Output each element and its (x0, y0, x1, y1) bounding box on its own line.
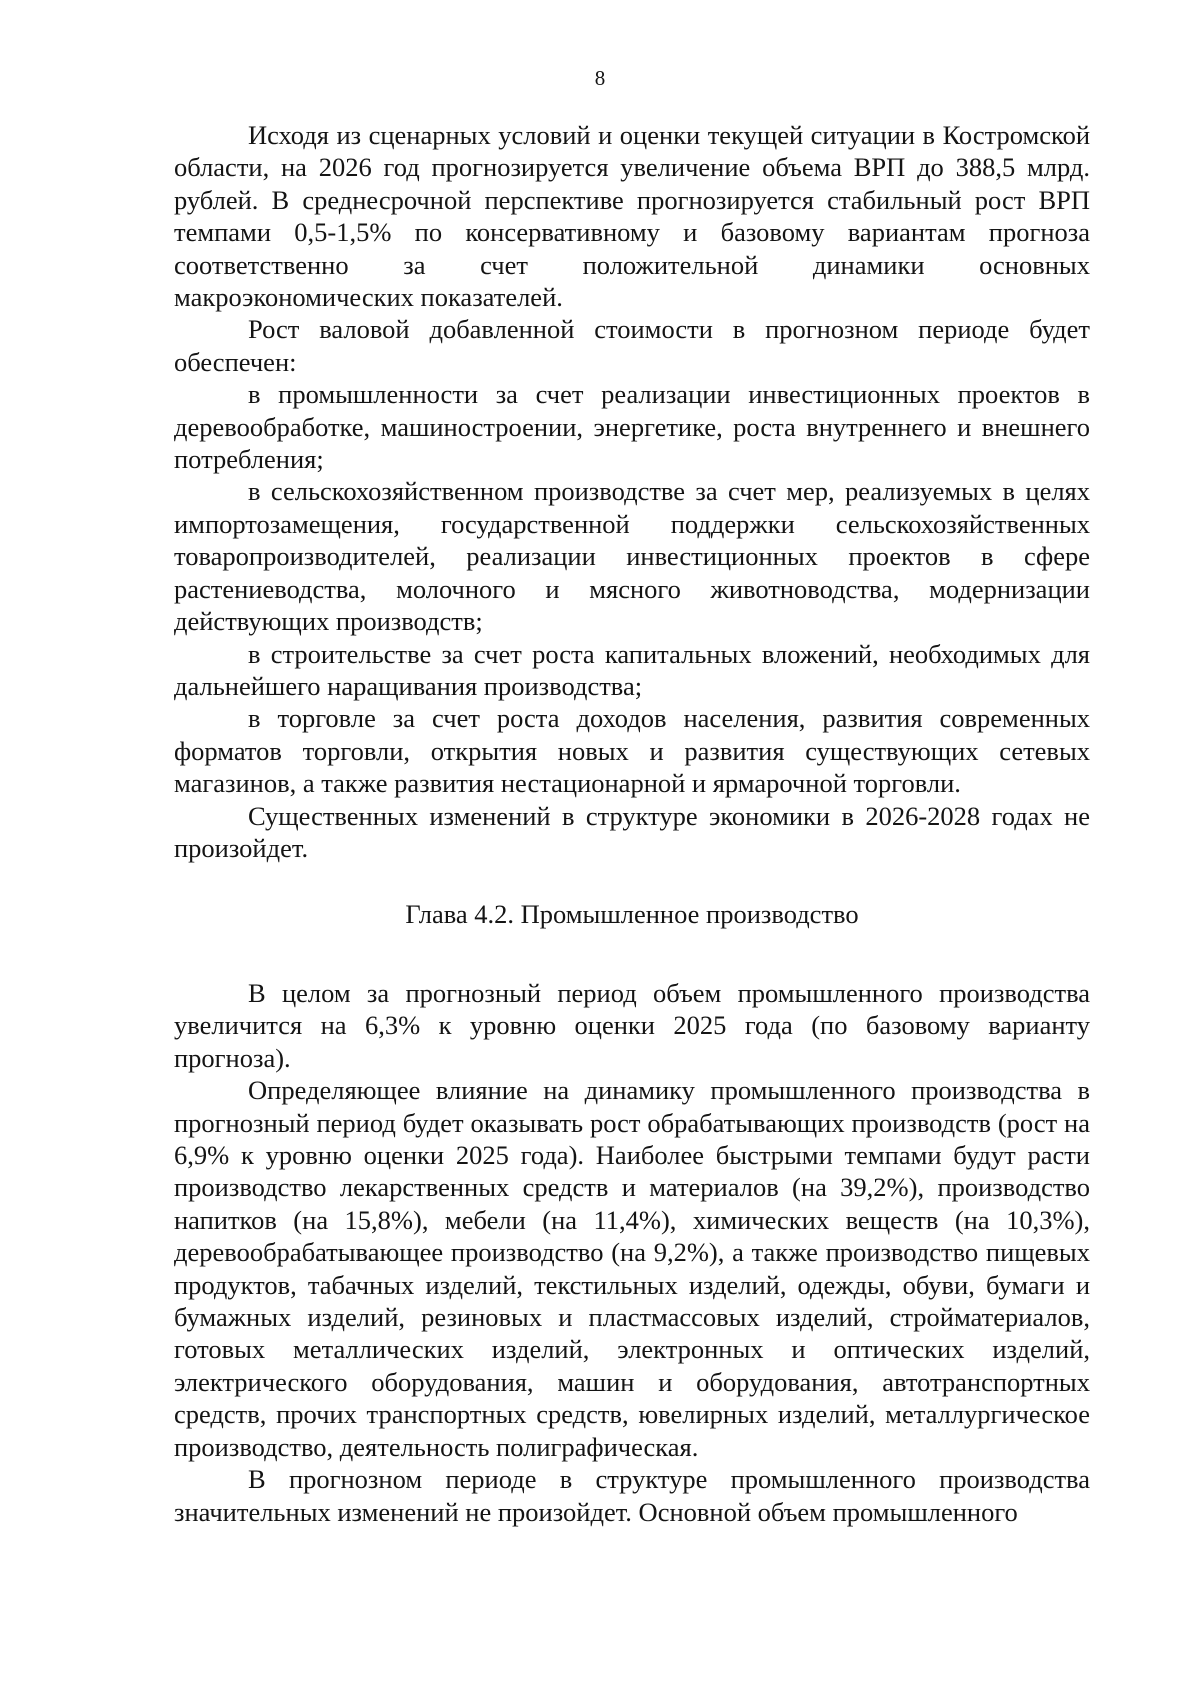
paragraph-industrial-volume: В целом за прогнозный период объем промышленного производства увеличится на 6,3% к уровню оценки 2025 года (по базовому варианту прогноза). (174, 978, 1090, 1073)
paragraph-gva-growth: Рост валовой добавленной стоимости в прогнозном периоде будет обеспечен: (174, 314, 1090, 377)
paragraph-agriculture: в сельскохозяйственном производстве за счет мер, реализуемых в целях импортозамещения, государственной поддержки сельскохозяйственных товаропроизводителей, реализации инвестиционных проектов в сфере растениеводства, молочного и мясного животноводства, модернизации действующих производств; (174, 476, 1090, 637)
chapter-title: Глава 4.2. Промышленное производство (405, 899, 859, 929)
paragraph-construction: в строительстве за счет роста капитальных вложений, необходимых для дальнейшего наращивания производства; (174, 638, 1090, 701)
paragraph-manufacturing-growth: Определяющее влияние на динамику промышленного производства в прогнозный период будет оказывать рост обрабатывающих производств (рост на 6,9% к уровню оценки 2025 года). Наиболее быстрыми темпами будут расти производство лекарственных средств и материалов (на 39,2%), производство напитков (на 15,8%), мебели (на 11,4%), химических веществ (на 10,3%), деревообрабатывающее производство (на 9,2%), а также производство пищевых продуктов, табачных изделий, текстильных изделий, одежды, обуви, бумаги и бумажных изделий, резиновых и пластмассовых изделий, стройматериалов, готовых металлических изделий, электронных и оптических изделий, электрического оборудования, машин и оборудования, автотранспортных средств, прочих транспортных средств, ювелирных изделий, металлургическое производство, деятельность полиграфическая. (174, 1075, 1090, 1462)
paragraph-industry: в промышленности за счет реализации инвестиционных проектов в деревообработке, машиностроении, энергетике, роста внутреннего и внешнего потребления; (174, 379, 1090, 475)
intro-text-block (174, 119, 1090, 864)
paragraph-structure: Существенных изменений в структуре экономики в 2026-2028 годах не произойдет. (174, 800, 1090, 863)
paragraph-grp-forecast: Исходя из сценарных условий и оценки текущей ситуации в Костромской области, на 2026 год прогнозируется увеличение объема ВРП до 388,5 млрд. рублей. В среднесрочной перспективе прогнозируется стабильный рост ВРП темпами 0,5-1,5% по консервативному и базовому вариантам прогноза соответственно за счет положительной динамики основных макроэкономических показателей. (174, 120, 1090, 313)
chapter-text-block (174, 977, 1090, 1528)
page-number: 8 (594, 66, 606, 90)
paragraph-industrial-structure: В прогнозном периоде в структуре промышленного производства значительных изменений не произойдет. Основной объем промышленного (174, 1464, 1090, 1527)
paragraph-trade: в торговле за счет роста доходов населения, развития современных форматов торговли, открытия новых и развития существующих сетевых магазинов, а также развития нестационарной и ярмарочной торговли. (174, 703, 1090, 799)
